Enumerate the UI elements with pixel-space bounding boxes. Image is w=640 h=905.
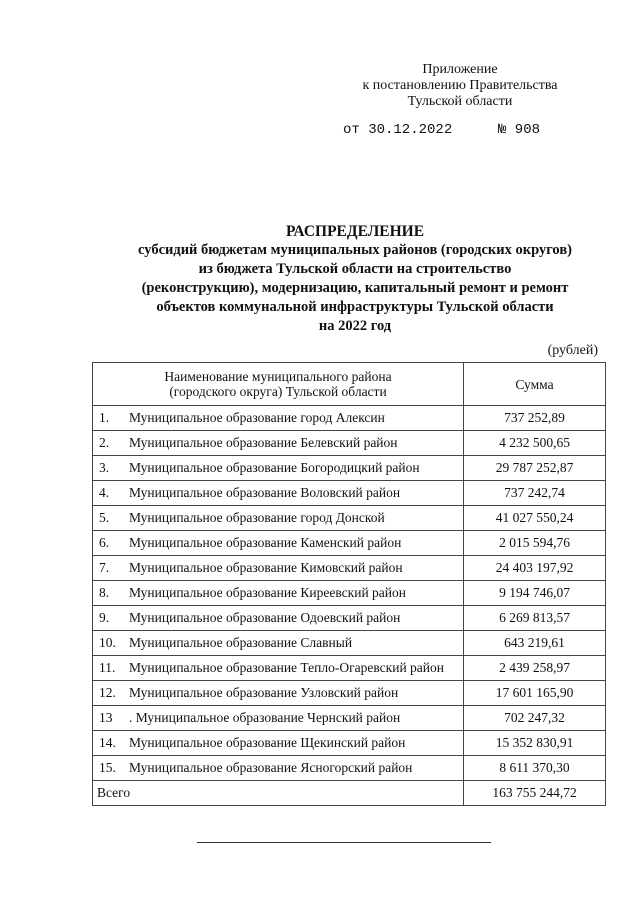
row-sum: 9 194 746,07 xyxy=(464,581,606,606)
table-row xyxy=(93,481,606,506)
row-number: 14. xyxy=(93,731,128,756)
row-number: 5. xyxy=(93,506,128,531)
row-name: Муниципальное образование Воловский район xyxy=(127,481,464,506)
row-sum: 17 601 165,90 xyxy=(464,681,606,706)
row-name: Муниципальное образование Ясногорский район xyxy=(127,756,464,781)
row-number: 9. xyxy=(93,606,128,631)
row-name: Муниципальное образование Славный xyxy=(127,631,464,656)
table-row xyxy=(93,681,606,706)
table-row xyxy=(93,631,606,656)
row-sum: 2 015 594,76 xyxy=(464,531,606,556)
appendix-line: Приложение xyxy=(422,62,498,77)
row-sum: 737 252,89 xyxy=(464,406,606,431)
row-sum: 643 219,61 xyxy=(464,631,606,656)
table-row xyxy=(93,606,606,631)
row-name: Муниципальное образование Тепло-Огаревский район xyxy=(127,656,464,681)
row-sum: 41 027 550,24 xyxy=(464,506,606,531)
row-name: Муниципальное образование Богородицкий район xyxy=(127,456,464,481)
unit-label: (рублей) xyxy=(547,343,598,358)
row-number: 6. xyxy=(93,531,128,556)
table-row xyxy=(93,756,606,781)
appendix-header xyxy=(340,62,580,110)
row-number: 15. xyxy=(93,756,128,781)
table-row xyxy=(93,581,606,606)
row-name: Муниципальное образование Щекинский район xyxy=(127,731,464,756)
row-name: Муниципальное образование город Донской xyxy=(127,506,464,531)
row-sum: 2 439 258,97 xyxy=(464,656,606,681)
row-sum: 702 247,32 xyxy=(464,706,606,731)
order-date: от 30.12.2022 xyxy=(343,122,453,138)
title-line: субсидий бюджетам муниципальных районов (городских округов) xyxy=(138,242,572,258)
appendix-line: Тульской области xyxy=(407,94,513,109)
row-name: Муниципальное образование город Алексин xyxy=(127,406,464,431)
title-line: объектов коммунальной инфраструктуры Тульской области xyxy=(156,299,554,315)
row-number: 2. xyxy=(93,431,128,456)
row-name: Муниципальное образование Киреевский район xyxy=(127,581,464,606)
row-sum: 737 242,74 xyxy=(464,481,606,506)
header-name-line: Наименование муниципального района xyxy=(164,369,392,384)
row-sum: 8 611 370,30 xyxy=(464,756,606,781)
total-label: Всего xyxy=(93,781,464,806)
title-line: на 2022 год xyxy=(318,318,392,334)
row-name: Муниципальное образование Белевский район xyxy=(127,431,464,456)
row-name: . Муниципальное образование Чернский район xyxy=(127,706,464,731)
row-number: 7. xyxy=(93,556,128,581)
title-line: (реконструкцию), модернизацию, капитальный ремонт и ремонт xyxy=(141,280,569,296)
table-row xyxy=(93,531,606,556)
row-sum: 15 352 830,91 xyxy=(464,731,606,756)
distribution-table xyxy=(92,362,606,806)
row-number: 10. xyxy=(93,631,128,656)
row-sum: 6 269 813,57 xyxy=(464,606,606,631)
header-name xyxy=(93,363,464,406)
order-number: № 908 xyxy=(498,122,541,138)
table-row xyxy=(93,731,606,756)
title-heading: РАСПРЕДЕЛЕНИЕ xyxy=(285,223,425,240)
row-sum: 24 403 197,92 xyxy=(464,556,606,581)
table-row xyxy=(93,431,606,456)
row-number: 3. xyxy=(93,456,128,481)
row-sum: 4 232 500,65 xyxy=(464,431,606,456)
table-row xyxy=(93,506,606,531)
row-name: Муниципальное образование Одоевский район xyxy=(127,606,464,631)
table-row xyxy=(93,656,606,681)
table-header-row xyxy=(93,363,606,406)
row-sum: 29 787 252,87 xyxy=(464,456,606,481)
header-sum: Сумма xyxy=(464,363,606,406)
row-number: 8. xyxy=(93,581,128,606)
row-name: Муниципальное образование Кимовский район xyxy=(127,556,464,581)
row-name: Муниципальное образование Каменский район xyxy=(127,531,464,556)
table-row xyxy=(93,706,606,731)
table-row xyxy=(93,456,606,481)
bottom-divider xyxy=(197,842,491,843)
header-name-line: (городского округа) Тульской области xyxy=(169,384,387,399)
total-sum: 163 755 244,72 xyxy=(464,781,606,806)
row-number: 4. xyxy=(93,481,128,506)
row-number: 12. xyxy=(93,681,128,706)
row-number: 13 xyxy=(93,706,128,731)
table-row xyxy=(93,556,606,581)
total-row xyxy=(93,781,606,806)
row-name: Муниципальное образование Узловский район xyxy=(127,681,464,706)
title-line: из бюджета Тульской области на строительство xyxy=(198,261,512,277)
document-title xyxy=(90,222,620,336)
row-number: 11. xyxy=(93,656,128,681)
table-row xyxy=(93,406,606,431)
appendix-line: к постановлению Правительства xyxy=(362,78,558,93)
row-number: 1. xyxy=(93,406,128,431)
order-info xyxy=(343,122,541,138)
